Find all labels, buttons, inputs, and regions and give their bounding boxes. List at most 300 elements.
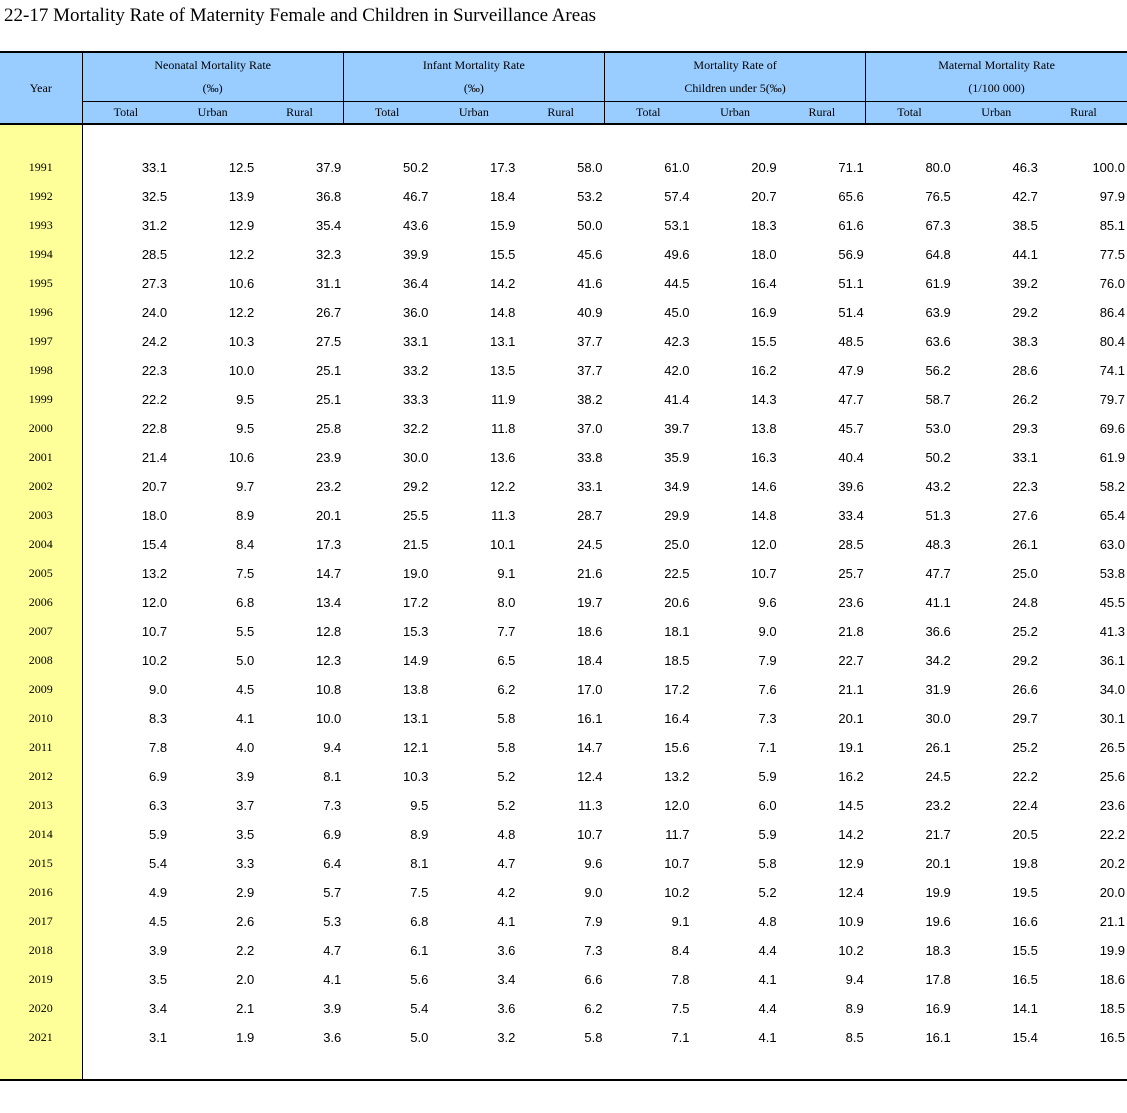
neonatal-rural-cell: 17.3 xyxy=(315,537,342,552)
sub-header-total: Total xyxy=(82,102,169,125)
infant-urban-cell: 6.5 xyxy=(497,653,516,668)
sub-header-urban: Urban xyxy=(169,102,256,125)
infant-urban-cell: 18.4 xyxy=(490,189,516,204)
table-row xyxy=(0,820,1127,849)
infant-rural-cell: 10.7 xyxy=(577,827,603,842)
maternal-urban-cell: 44.1 xyxy=(1012,247,1038,262)
maternal-rural-cell: 20.2 xyxy=(1099,856,1125,871)
neonatal-total-cell: 10.2 xyxy=(141,653,168,668)
infant-total-cell: 6.1 xyxy=(410,943,429,958)
maternal-urban-cell: 25.2 xyxy=(1012,740,1038,755)
infant-total-cell: 5.6 xyxy=(410,972,429,987)
infant-rural-cell: 12.4 xyxy=(577,769,603,784)
maternal-total-cell: 31.9 xyxy=(925,682,951,697)
neonatal-rural-cell: 5.3 xyxy=(323,914,342,929)
maternal-group-header xyxy=(866,52,1127,102)
neonatal-urban-cell: 5.5 xyxy=(236,624,255,639)
neonatal-rural-cell: 9.4 xyxy=(323,740,342,755)
infant-urban-cell: 9.1 xyxy=(497,566,516,581)
page-title: 22-17 Mortality Rate of Maternity Female and Children in Surveillance Areas xyxy=(4,5,597,26)
maternal-rural-cell: 53.8 xyxy=(1099,566,1125,581)
neonatal-total-cell: 22.3 xyxy=(141,363,168,378)
under5-total-cell: 7.5 xyxy=(671,1001,690,1016)
neonatal-total-cell: 33.1 xyxy=(141,160,168,175)
under5-total-cell: 7.1 xyxy=(671,1030,690,1045)
maternal-urban-cell: 15.5 xyxy=(1012,943,1038,958)
maternal-total-cell: 48.3 xyxy=(925,537,951,552)
maternal-total-cell: 20.1 xyxy=(925,856,951,871)
year-cell: 1993 xyxy=(0,211,82,240)
maternal-urban-cell: 25.0 xyxy=(1012,566,1038,581)
infant-total-cell: 33.1 xyxy=(403,334,429,349)
neonatal-rural-cell: 20.1 xyxy=(315,508,342,523)
infant-urban-cell: 7.7 xyxy=(497,624,516,639)
under5-rural-cell: 8.9 xyxy=(845,1001,864,1016)
neonatal-total-cell: 9.0 xyxy=(149,682,168,697)
maternal-total-cell: 80.0 xyxy=(925,160,951,175)
under5-rural-cell: 47.9 xyxy=(838,363,864,378)
infant-total-cell: 7.5 xyxy=(410,885,429,900)
maternal-total-cell: 16.9 xyxy=(925,1001,951,1016)
under5-urban-cell: 20.7 xyxy=(751,189,777,204)
neonatal-total-cell: 5.9 xyxy=(149,827,168,842)
maternal-rural-cell: 45.5 xyxy=(1099,595,1125,610)
maternal-urban-cell: 46.3 xyxy=(1012,160,1038,175)
under5-total-cell: 8.4 xyxy=(671,943,690,958)
maternal-total-cell: 16.1 xyxy=(925,1030,951,1045)
infant-urban-cell: 10.1 xyxy=(490,537,516,552)
infant-rural-cell: 40.9 xyxy=(577,305,603,320)
infant-urban-cell: 14.8 xyxy=(490,305,516,320)
infant-urban-cell: 3.2 xyxy=(497,1030,516,1045)
infant-urban-cell: 4.7 xyxy=(497,856,516,871)
infant-urban-cell: 8.0 xyxy=(497,595,516,610)
table-row xyxy=(0,878,1127,907)
under5-total-cell: 20.6 xyxy=(664,595,690,610)
neonatal-total-cell: 3.9 xyxy=(149,943,168,958)
under5-rural-cell: 51.4 xyxy=(838,305,864,320)
under5-total-cell: 34.9 xyxy=(664,479,690,494)
infant-urban-cell: 3.6 xyxy=(497,1001,516,1016)
maternal-total-cell: 30.0 xyxy=(925,711,951,726)
maternal-rural-cell: 30.1 xyxy=(1099,711,1125,726)
year-cell: 2013 xyxy=(0,791,82,820)
neonatal-urban-cell: 8.9 xyxy=(236,508,255,523)
under5-urban-cell: 14.8 xyxy=(751,508,777,523)
under5-total-cell: 13.2 xyxy=(664,769,690,784)
maternal-total-cell: 63.9 xyxy=(925,305,951,320)
infant-urban-cell: 3.6 xyxy=(497,943,516,958)
sub-header-urban: Urban xyxy=(430,102,517,125)
year-cell: 2012 xyxy=(0,762,82,791)
year-cell: 2000 xyxy=(0,414,82,443)
neonatal-urban-cell: 4.5 xyxy=(236,682,255,697)
maternal-rural-cell: 22.2 xyxy=(1099,827,1125,842)
infant-rural-cell: 37.7 xyxy=(577,334,603,349)
under5-rural-cell: 9.4 xyxy=(845,972,864,987)
maternal-urban-cell: 29.2 xyxy=(1012,653,1038,668)
sub-header-total: Total xyxy=(343,102,430,125)
under5-rural-cell: 21.1 xyxy=(838,682,864,697)
infant-total-cell: 5.0 xyxy=(410,1030,429,1045)
neonatal-total-cell: 4.5 xyxy=(149,914,168,929)
under5-rural-cell: 16.2 xyxy=(838,769,864,784)
under5-rural-cell: 51.1 xyxy=(838,276,864,291)
infant-group-header xyxy=(343,52,604,102)
neonatal-total-cell: 13.2 xyxy=(141,566,168,581)
neonatal-rural-cell: 3.6 xyxy=(323,1030,342,1045)
neonatal-urban-cell: 4.1 xyxy=(236,711,255,726)
infant-urban-cell: 5.2 xyxy=(497,798,516,813)
under5-rural-cell: 21.8 xyxy=(838,624,864,639)
neonatal-rural-cell: 23.9 xyxy=(315,450,342,465)
neonatal-total-cell: 12.0 xyxy=(141,595,168,610)
maternal-rural-cell: 34.0 xyxy=(1099,682,1125,697)
infant-rural-cell: 33.8 xyxy=(577,450,603,465)
under5-urban-cell: 9.0 xyxy=(758,624,777,639)
neonatal-rural-cell: 27.5 xyxy=(315,334,342,349)
under5-total-cell: 10.2 xyxy=(664,885,690,900)
maternal-total-cell: 56.2 xyxy=(925,363,951,378)
under5-total-cell: 9.1 xyxy=(671,914,690,929)
neonatal-urban-cell: 12.2 xyxy=(228,247,255,262)
neonatal-urban-cell: 10.6 xyxy=(228,450,255,465)
maternal-rural-cell: 69.6 xyxy=(1099,421,1125,436)
maternal-rural-cell: 41.3 xyxy=(1099,624,1125,639)
neonatal-urban-cell: 13.9 xyxy=(228,189,255,204)
neonatal-rural-cell: 12.8 xyxy=(315,624,342,639)
under5-rural-cell: 56.9 xyxy=(838,247,864,262)
mortality-table xyxy=(0,51,1127,1081)
under5-urban-cell: 5.2 xyxy=(758,885,777,900)
maternal-rural-cell: 77.5 xyxy=(1099,247,1125,262)
maternal-urban-cell: 26.6 xyxy=(1012,682,1038,697)
neonatal-rural-cell: 26.7 xyxy=(315,305,342,320)
neonatal-rural-cell: 23.2 xyxy=(315,479,342,494)
under5-total-cell: 16.4 xyxy=(664,711,690,726)
maternal-total-cell: 19.9 xyxy=(925,885,951,900)
infant-rural-cell: 38.2 xyxy=(577,392,603,407)
under5-rural-cell: 10.9 xyxy=(838,914,864,929)
table-row xyxy=(0,675,1127,704)
maternal-urban-cell: 25.2 xyxy=(1012,624,1038,639)
sub-header-rural: Rural xyxy=(1040,102,1127,125)
year-cell: 1996 xyxy=(0,298,82,327)
maternal-rural-cell: 97.9 xyxy=(1099,189,1125,204)
infant-rural-cell: 33.1 xyxy=(577,479,603,494)
sub-header-urban: Urban xyxy=(692,102,779,125)
maternal-total-cell: 36.6 xyxy=(925,624,951,639)
under5-rural-cell: 71.1 xyxy=(838,160,864,175)
infant-total-cell: 15.3 xyxy=(403,624,429,639)
under5-urban-cell: 5.8 xyxy=(758,856,777,871)
neonatal-rural-cell: 7.3 xyxy=(323,798,342,813)
year-cell: 2003 xyxy=(0,501,82,530)
maternal-rural-cell: 58.2 xyxy=(1099,479,1125,494)
infant-urban-cell: 15.5 xyxy=(490,247,516,262)
year-cell: 1998 xyxy=(0,356,82,385)
under5-urban-cell: 15.5 xyxy=(751,334,777,349)
infant-rural-cell: 16.1 xyxy=(577,711,603,726)
maternal-urban-cell: 42.7 xyxy=(1012,189,1038,204)
maternal-rural-cell: 65.4 xyxy=(1099,508,1125,523)
maternal-rural-cell: 16.5 xyxy=(1099,1030,1125,1045)
maternal-total-cell: 53.0 xyxy=(925,421,951,436)
table-row xyxy=(0,791,1127,820)
neonatal-rural-cell: 25.8 xyxy=(315,421,342,436)
under5-total-cell: 12.0 xyxy=(664,798,690,813)
infant-total-cell: 5.4 xyxy=(410,1001,429,1016)
infant-rural-cell: 7.9 xyxy=(584,914,603,929)
maternal-total-cell: 61.9 xyxy=(925,276,951,291)
under5-total-cell: 7.8 xyxy=(671,972,690,987)
under5-rural-cell: 61.6 xyxy=(838,218,864,233)
under5-total-cell: 29.9 xyxy=(664,508,690,523)
infant-total-cell: 8.9 xyxy=(410,827,429,842)
neonatal-total-cell: 3.4 xyxy=(149,1001,168,1016)
maternal-rural-cell: 74.1 xyxy=(1099,363,1125,378)
sub-header-rural: Rural xyxy=(779,102,866,125)
year-cell: 2016 xyxy=(0,878,82,907)
under5-urban-cell: 7.6 xyxy=(758,682,777,697)
infant-rural-cell: 18.4 xyxy=(577,653,603,668)
table-row xyxy=(0,240,1127,269)
under5-total-cell: 10.7 xyxy=(664,856,690,871)
neonatal-rural-cell: 14.7 xyxy=(315,566,342,581)
table-row xyxy=(0,153,1127,182)
year-cell: 1991 xyxy=(0,153,82,182)
infant-rural-cell: 58.0 xyxy=(577,160,603,175)
neonatal-urban-cell: 2.6 xyxy=(236,914,255,929)
under5-total-cell: 15.6 xyxy=(664,740,690,755)
under5-rural-cell: 28.5 xyxy=(838,537,864,552)
maternal-total-cell: 50.2 xyxy=(925,450,951,465)
end-padding-row xyxy=(0,1052,1127,1080)
under5-rural-cell: 14.2 xyxy=(838,827,864,842)
infant-total-cell: 8.1 xyxy=(410,856,429,871)
table-row xyxy=(0,298,1127,327)
infant-rural-cell: 53.2 xyxy=(577,189,603,204)
under5-rural-cell: 25.7 xyxy=(838,566,864,581)
infant-rural-cell: 50.0 xyxy=(577,218,603,233)
neonatal-rural-cell: 6.4 xyxy=(323,856,342,871)
under5-urban-cell: 5.9 xyxy=(758,769,777,784)
maternal-rural-cell: 100.0 xyxy=(1092,160,1125,175)
table-row xyxy=(0,907,1127,936)
maternal-rural-cell: 18.5 xyxy=(1099,1001,1125,1016)
sub-header-urban: Urban xyxy=(953,102,1040,125)
group-header-line2: (‰) xyxy=(202,81,223,95)
infant-total-cell: 33.3 xyxy=(403,392,429,407)
under5-rural-cell: 33.4 xyxy=(838,508,864,523)
table-row xyxy=(0,733,1127,762)
maternal-urban-cell: 16.6 xyxy=(1012,914,1038,929)
under5-total-cell: 22.5 xyxy=(664,566,690,581)
infant-total-cell: 36.4 xyxy=(403,276,429,291)
year-cell: 1997 xyxy=(0,327,82,356)
maternal-urban-cell: 29.7 xyxy=(1012,711,1038,726)
maternal-urban-cell: 27.6 xyxy=(1012,508,1038,523)
infant-rural-cell: 24.5 xyxy=(577,537,603,552)
maternal-total-cell: 64.8 xyxy=(925,247,951,262)
infant-urban-cell: 4.8 xyxy=(497,827,516,842)
under5-rural-cell: 45.7 xyxy=(838,421,864,436)
infant-rural-cell: 11.3 xyxy=(578,798,603,813)
sub-header-rural: Rural xyxy=(517,102,604,125)
under5-total-cell: 35.9 xyxy=(664,450,690,465)
maternal-urban-cell: 28.6 xyxy=(1012,363,1038,378)
under5-rural-cell: 19.1 xyxy=(838,740,864,755)
group-header-line2: (1/100 000) xyxy=(968,81,1025,95)
neonatal-rural-cell: 5.7 xyxy=(323,885,342,900)
infant-rural-cell: 9.6 xyxy=(584,856,603,871)
under5-rural-cell: 48.5 xyxy=(838,334,864,349)
maternal-urban-cell: 22.4 xyxy=(1012,798,1038,813)
group-header-line1: Infant Mortality Rate xyxy=(422,58,525,72)
table-row xyxy=(0,617,1127,646)
infant-rural-cell: 18.6 xyxy=(577,624,603,639)
neonatal-rural-cell: 10.0 xyxy=(315,711,342,726)
year-cell: 1999 xyxy=(0,385,82,414)
neonatal-urban-cell: 3.9 xyxy=(236,769,255,784)
infant-urban-cell: 15.9 xyxy=(490,218,516,233)
maternal-urban-cell: 33.1 xyxy=(1012,450,1038,465)
under5-total-cell: 57.4 xyxy=(664,189,690,204)
maternal-total-cell: 23.2 xyxy=(925,798,951,813)
under5-total-cell: 25.0 xyxy=(664,537,690,552)
infant-rural-cell: 6.2 xyxy=(584,1001,603,1016)
infant-rural-cell: 9.0 xyxy=(584,885,603,900)
maternal-total-cell: 43.2 xyxy=(925,479,951,494)
infant-urban-cell: 3.4 xyxy=(497,972,516,987)
infant-urban-cell: 4.1 xyxy=(497,914,516,929)
infant-urban-cell: 5.8 xyxy=(497,711,516,726)
maternal-rural-cell: 63.0 xyxy=(1099,537,1125,552)
maternal-urban-cell: 26.1 xyxy=(1012,537,1038,552)
neonatal-total-cell: 27.3 xyxy=(141,276,168,291)
infant-rural-cell: 14.7 xyxy=(577,740,603,755)
year-cell: 2017 xyxy=(0,907,82,936)
year-cell: 1992 xyxy=(0,182,82,211)
neonatal-rural-cell: 10.8 xyxy=(315,682,342,697)
maternal-rural-cell: 20.0 xyxy=(1099,885,1125,900)
neonatal-urban-cell: 10.0 xyxy=(228,363,255,378)
under5-urban-cell: 7.1 xyxy=(758,740,777,755)
under5-urban-cell: 20.9 xyxy=(751,160,777,175)
table-row xyxy=(0,936,1127,965)
under5-total-cell: 49.6 xyxy=(664,247,690,262)
under5-urban-cell: 4.8 xyxy=(758,914,777,929)
maternal-total-cell: 21.7 xyxy=(925,827,951,842)
spacer-row xyxy=(0,124,1127,153)
neonatal-total-cell: 20.7 xyxy=(141,479,168,494)
year-cell-empty xyxy=(0,1052,82,1080)
infant-urban-cell: 5.2 xyxy=(497,769,516,784)
under5-urban-cell: 13.8 xyxy=(751,421,777,436)
maternal-rural-cell: 26.5 xyxy=(1099,740,1125,755)
neonatal-total-cell: 31.2 xyxy=(141,218,168,233)
group-header-line1: Neonatal Mortality Rate xyxy=(154,58,271,72)
year-cell: 2005 xyxy=(0,559,82,588)
under5-rural-cell: 12.4 xyxy=(838,885,864,900)
neonatal-urban-cell: 6.8 xyxy=(236,595,255,610)
sub-header-rural: Rural xyxy=(256,102,343,125)
under5-total-cell: 44.5 xyxy=(664,276,690,291)
maternal-urban-cell: 26.2 xyxy=(1012,392,1038,407)
infant-urban-cell: 14.2 xyxy=(490,276,516,291)
neonatal-rural-cell: 8.1 xyxy=(323,769,342,784)
under5-rural-cell: 23.6 xyxy=(838,595,864,610)
under5-rural-cell: 20.1 xyxy=(838,711,864,726)
table-row xyxy=(0,414,1127,443)
table-row xyxy=(0,211,1127,240)
maternal-total-cell: 26.1 xyxy=(925,740,951,755)
under5-urban-cell: 14.3 xyxy=(751,392,777,407)
table-row xyxy=(0,182,1127,211)
year-cell: 2002 xyxy=(0,472,82,501)
neonatal-rural-cell: 12.3 xyxy=(315,653,342,668)
infant-rural-cell: 5.8 xyxy=(584,1030,603,1045)
neonatal-urban-cell: 9.5 xyxy=(236,421,255,436)
year-cell: 2001 xyxy=(0,443,82,472)
infant-total-cell: 46.7 xyxy=(403,189,429,204)
group-header-line1: Mortality Rate of xyxy=(693,58,777,72)
infant-rural-cell: 37.7 xyxy=(577,363,603,378)
under5-rural-cell: 47.7 xyxy=(838,392,864,407)
maternal-rural-cell: 61.9 xyxy=(1099,450,1125,465)
neonatal-urban-cell: 3.7 xyxy=(236,798,255,813)
maternal-urban-cell: 29.3 xyxy=(1012,421,1038,436)
neonatal-total-cell: 21.4 xyxy=(141,450,168,465)
under5-total-cell: 18.5 xyxy=(664,653,690,668)
neonatal-total-cell: 5.4 xyxy=(149,856,168,871)
under5-urban-cell: 16.4 xyxy=(751,276,777,291)
maternal-total-cell: 19.6 xyxy=(925,914,951,929)
maternal-total-cell: 24.5 xyxy=(925,769,951,784)
under5-urban-cell: 4.1 xyxy=(758,1030,777,1045)
under5-urban-cell: 4.4 xyxy=(758,1001,777,1016)
maternal-urban-cell: 38.3 xyxy=(1012,334,1038,349)
neonatal-urban-cell: 3.5 xyxy=(236,827,255,842)
year-cell: 2015 xyxy=(0,849,82,878)
infant-total-cell: 29.2 xyxy=(403,479,429,494)
under5-urban-cell: 5.9 xyxy=(758,827,777,842)
infant-total-cell: 14.9 xyxy=(403,653,429,668)
infant-urban-cell: 5.8 xyxy=(497,740,516,755)
maternal-total-cell: 58.7 xyxy=(925,392,951,407)
infant-rural-cell: 19.7 xyxy=(577,595,603,610)
under5-urban-cell: 7.3 xyxy=(758,711,777,726)
maternal-urban-cell: 14.1 xyxy=(1012,1001,1038,1016)
maternal-urban-cell: 39.2 xyxy=(1012,276,1038,291)
under5-urban-cell: 18.0 xyxy=(751,247,777,262)
under5-rural-cell: 65.6 xyxy=(838,189,864,204)
maternal-rural-cell: 80.4 xyxy=(1099,334,1125,349)
maternal-urban-cell: 29.2 xyxy=(1012,305,1038,320)
under5-rural-cell: 39.6 xyxy=(838,479,864,494)
neonatal-rural-cell: 37.9 xyxy=(315,160,342,175)
infant-total-cell: 6.8 xyxy=(410,914,429,929)
neonatal-total-cell: 7.8 xyxy=(149,740,168,755)
table-row xyxy=(0,530,1127,559)
neonatal-urban-cell: 5.0 xyxy=(236,653,255,668)
infant-urban-cell: 13.1 xyxy=(490,334,516,349)
table-header xyxy=(0,52,1127,124)
maternal-rural-cell: 19.9 xyxy=(1099,943,1125,958)
neonatal-urban-cell: 9.5 xyxy=(236,392,255,407)
maternal-urban-cell: 16.5 xyxy=(1012,972,1038,987)
maternal-urban-cell: 24.8 xyxy=(1012,595,1038,610)
